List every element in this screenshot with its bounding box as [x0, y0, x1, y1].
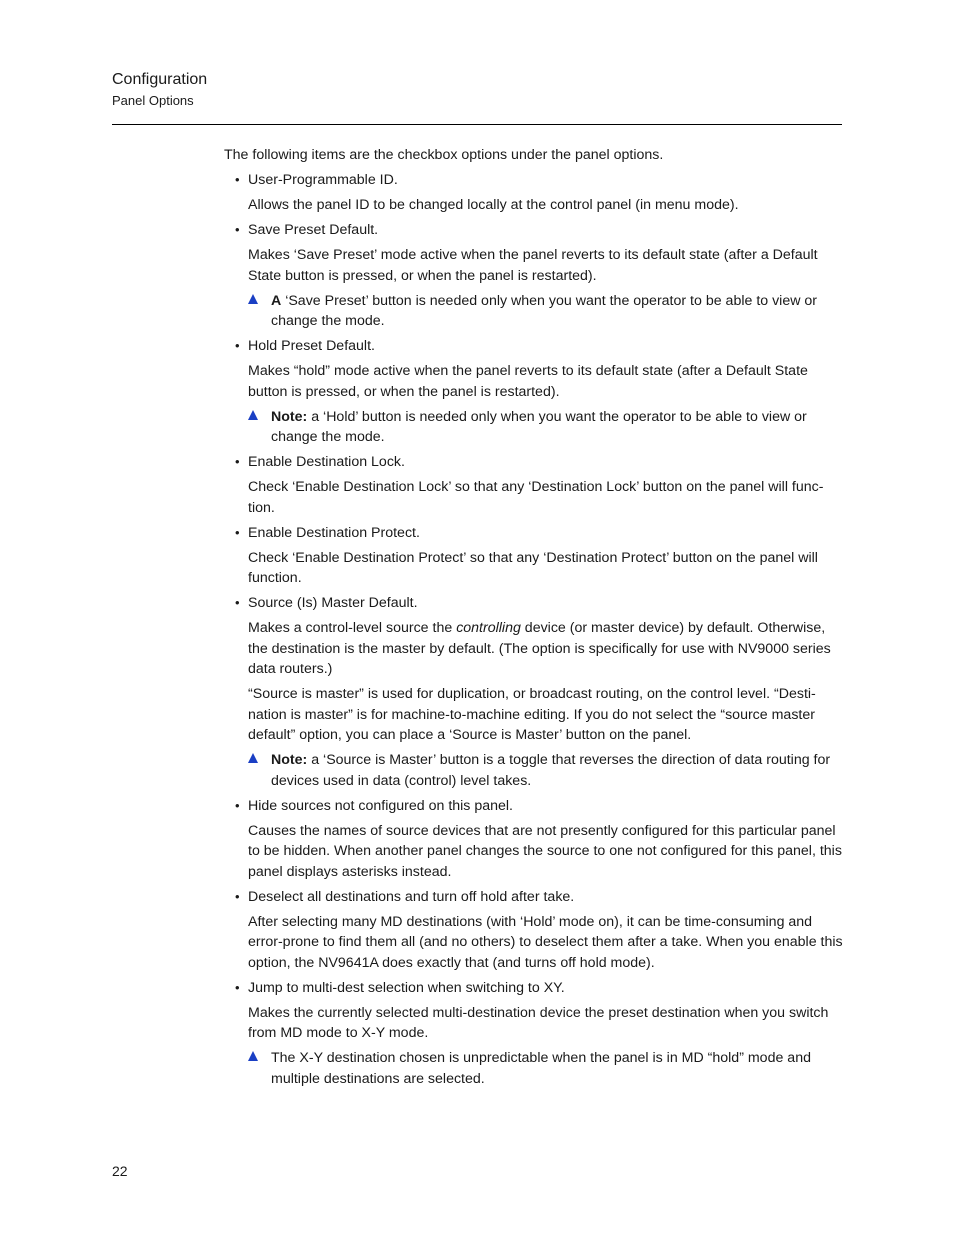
note-text: The X-Y destination chosen is unpredictable when the panel is in MD “hold” mode and multiple destinations are selected.: [271, 1050, 811, 1087]
bullet-icon: •: [235, 338, 240, 353]
warning-triangle-icon: [248, 410, 258, 420]
header-rule: [112, 124, 842, 125]
item-description: “Source is master” is used for duplication, or broadcast routing, on the control level. “Destination is master” is for machine-to-machine editing. If you do not select the “source master default” option, you can place a ‘Source is Master’ button on the panel.: [248, 686, 816, 743]
desc-text: device (or master device) by default. Otherwise, the destination is the master by default. (The option is specifically for use with NV9000 series data routers.): [248, 620, 831, 677]
section-subtitle: Panel Options: [112, 93, 194, 108]
chapter-title: Configuration: [112, 71, 208, 88]
item-title: Save Preset Default.: [248, 222, 379, 238]
warning-triangle-icon: [248, 294, 258, 304]
list-item: [224, 220, 844, 332]
item-description: Makes “hold” mode active when the panel reverts to its default state (after a Default State button is pressed, or when the panel is restarted).: [248, 363, 808, 400]
list-item: [224, 593, 844, 791]
bullet-icon: •: [235, 888, 240, 904]
intro-paragraph: The following items are the checkbox options under the panel options.: [224, 147, 664, 163]
note-text: a ‘Source is Master’ button is a toggle that reverses the direction of data routing for devices used in data (control) level takes.: [271, 752, 831, 789]
item-title: User-Programmable ID.: [248, 172, 398, 188]
list-item: [224, 978, 844, 1090]
note-label: Note:: [271, 408, 308, 425]
item-description: Check ‘Enable Destination Protect’ so that any ‘Destination Protect’ button on the panel will function.: [248, 549, 818, 586]
item-title: Hold Preset Default.: [248, 338, 375, 354]
note: [248, 750, 844, 791]
bullet-icon: •: [235, 595, 240, 610]
item-description: Makes ‘Save Preset’ mode active when the panel reverts to its default state (after a Default State button is pressed, or when the panel is restarted).: [248, 247, 818, 284]
checkbox-option-list: [224, 170, 844, 1089]
running-header: [112, 70, 207, 109]
item-description: Allows the panel ID to be changed locally at the control panel (in menu mode).: [248, 197, 739, 213]
item-title: Enable Destination Lock.: [248, 454, 405, 470]
bullet-icon: •: [235, 222, 240, 237]
item-description: [248, 618, 844, 680]
note: [248, 1048, 844, 1089]
item-title: Jump to multi-dest selection when switching to XY.: [248, 979, 565, 996]
item-description: After selecting many MD destinations (with ‘Hold’ mode on), it can be time-consuming and error-prone to find them all (and no others) to deselect them after a take. When you enable this option, the NV9641A does exactly that (and turns off hold mode).: [248, 913, 843, 971]
item-title: Hide sources not configured on this panel.: [248, 797, 513, 814]
item-title: Deselect all destinations and turn off hold after take.: [248, 888, 575, 905]
page-number: 22: [112, 1163, 128, 1179]
main-content: [224, 145, 844, 1089]
note-label: A: [271, 292, 282, 309]
list-item: [224, 523, 844, 589]
desc-text: Makes a control-level source the: [248, 620, 457, 636]
note-label: Note:: [271, 752, 308, 768]
list-item: [224, 796, 844, 883]
note-text: ‘Save Preset’ button is needed only when you want the operator to be able to view or change the mode.: [271, 292, 818, 329]
warning-triangle-icon: [248, 753, 258, 763]
bullet-icon: •: [235, 797, 240, 813]
list-item: [224, 336, 844, 448]
bullet-icon: •: [235, 524, 240, 540]
item-description: Makes the currently selected multi-destination device the preset destination when you switch from MD mode to X-Y mode.: [248, 1004, 829, 1041]
note: [248, 291, 844, 332]
item-description: Check ‘Enable Destination Lock’ so that any ‘Destination Lock’ button on the panel will function.: [248, 479, 824, 516]
bullet-icon: •: [235, 454, 240, 469]
warning-triangle-icon: [248, 1051, 258, 1061]
item-description: Causes the names of source devices that are not presently configured for this particular panel to be hidden. When another panel changes the source to one not configured for this panel, this panel displays asterisks instead.: [248, 822, 842, 880]
list-item: [224, 887, 844, 974]
list-item: [224, 170, 844, 216]
note: [248, 407, 844, 448]
item-title: Enable Destination Protect.: [248, 524, 420, 541]
item-title: Source (Is) Master Default.: [248, 595, 418, 611]
list-item: [224, 452, 844, 518]
emphasis-text: controlling: [456, 620, 521, 636]
bullet-icon: •: [235, 172, 240, 187]
bullet-icon: •: [235, 979, 240, 995]
note-text: a ‘Hold’ button is needed only when you want the operator to be able to view or change the mode.: [271, 408, 807, 445]
